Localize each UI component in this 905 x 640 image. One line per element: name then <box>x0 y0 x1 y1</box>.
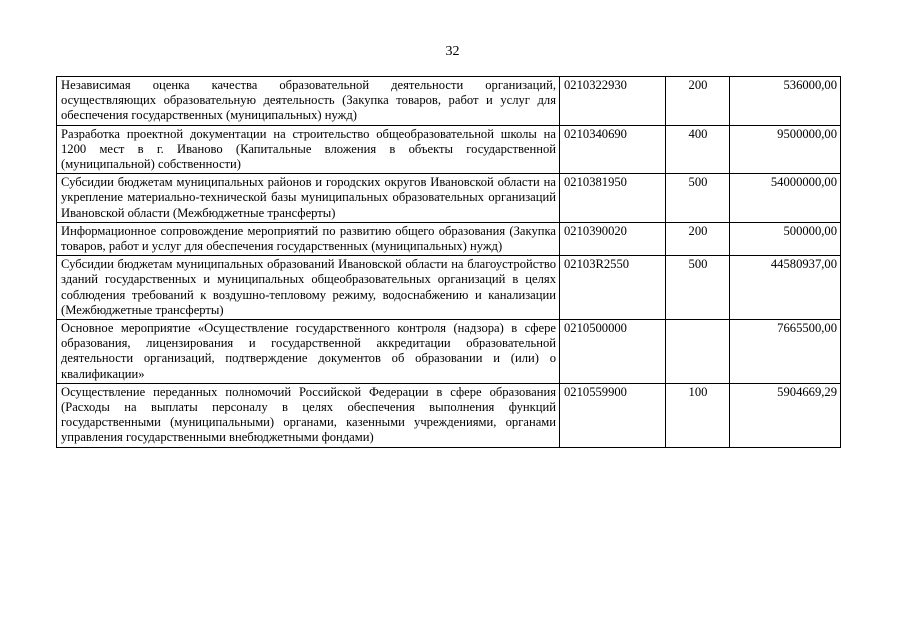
expense-name-cell: Информационное сопровождение мероприятий по развитию общего образования (Закупка товаров, работ и услуг для обеспечения государственных (муниципальных) нужд) <box>57 222 560 255</box>
expense-name-cell: Осуществление переданных полномочий Российской Федерации в сфере образования (Расходы на выплаты персоналу в целях обеспечения выполнения функций государственными (муниципальными) органами, казенными учреждениями, органами управления государственными внебюджетными фондами) <box>57 383 560 447</box>
table-row <box>57 77 841 126</box>
table-row <box>57 320 841 384</box>
target-code-cell: 0210381950 <box>560 174 666 223</box>
budget-table <box>56 76 841 448</box>
amount-cell: 7665500,00 <box>730 320 841 384</box>
expense-type-cell: 200 <box>666 222 730 255</box>
amount-cell: 5904669,29 <box>730 383 841 447</box>
target-code-cell: 0210559900 <box>560 383 666 447</box>
expense-name-cell: Независимая оценка качества образовательной деятельности организаций, осуществляющих образовательную деятельность (Закупка товаров, работ и услуг для обеспечения государственных (муниципальных) нужд) <box>57 77 560 126</box>
expense-type-cell: 500 <box>666 174 730 223</box>
expense-name-cell: Разработка проектной документации на строительство общеобразовательной школы на 1200 мест в г. Иваново (Капитальные вложения в объекты государственной (муниципальной) собственности) <box>57 125 560 174</box>
expense-type-cell: 100 <box>666 383 730 447</box>
target-code-cell: 0210500000 <box>560 320 666 384</box>
expense-type-cell <box>666 320 730 384</box>
expense-name-cell: Субсидии бюджетам муниципальных районов и городских округов Ивановской области на укрепление материально-технической базы муниципальных образовательных организаций Ивановской области (Межбюджетные трансферты) <box>57 174 560 223</box>
expense-type-cell: 400 <box>666 125 730 174</box>
amount-cell: 500000,00 <box>730 222 841 255</box>
expense-type-cell: 200 <box>666 77 730 126</box>
expense-type-cell: 500 <box>666 256 730 320</box>
amount-cell: 9500000,00 <box>730 125 841 174</box>
amount-cell: 536000,00 <box>730 77 841 126</box>
table-row <box>57 174 841 223</box>
table-row <box>57 125 841 174</box>
target-code-cell: 02103R2550 <box>560 256 666 320</box>
target-code-cell: 0210340690 <box>560 125 666 174</box>
table-row <box>57 222 841 255</box>
table-row <box>57 256 841 320</box>
table-row <box>57 383 841 447</box>
target-code-cell: 0210390020 <box>560 222 666 255</box>
amount-cell: 44580937,00 <box>730 256 841 320</box>
page-number: 32 <box>445 44 460 59</box>
expense-name-cell: Основное мероприятие «Осуществление государственного контроля (надзора) в сфере образования, лицензирования и государственной аккредитации образовательной деятельности организаций, подтверждение документов об образовании и (или) о квалификации» <box>57 320 560 384</box>
target-code-cell: 0210322930 <box>560 77 666 126</box>
amount-cell: 54000000,00 <box>730 174 841 223</box>
expense-name-cell: Субсидии бюджетам муниципальных образований Ивановской области на благоустройство зданий государственных и муниципальных общеобразовательных организаций в целях соблюдения требований к воздушно-тепловому режиму, водоснабжению и канализации (Межбюджетные трансферты) <box>57 256 560 320</box>
